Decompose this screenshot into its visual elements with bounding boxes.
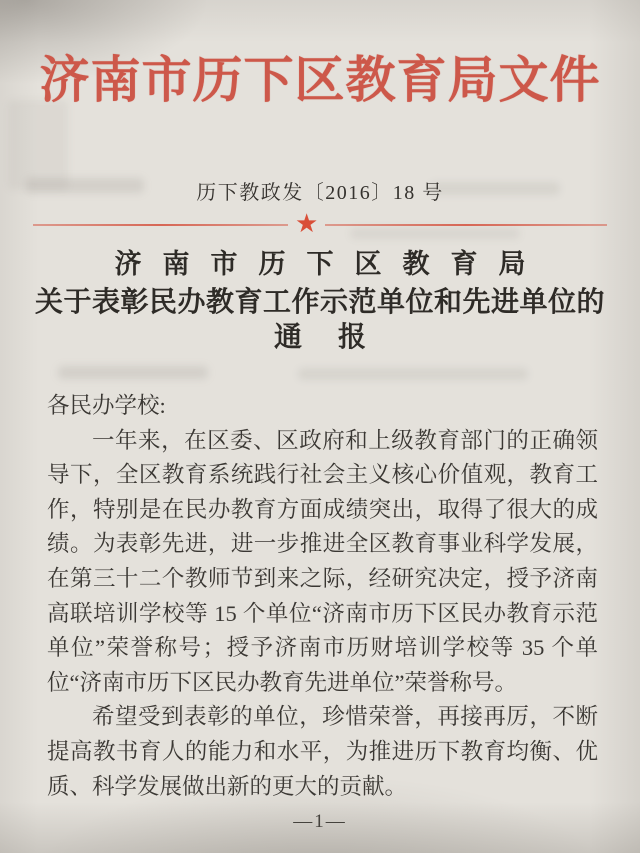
body-paragraph-2: 希望受到表彰的单位，珍惜荣誉，再接再厉，不断提高教书育人的能力和水平，为推进历下教育均衡、优质、科学发展做出新的更大的贡献。	[47, 704, 598, 799]
showthrough-smudge	[298, 368, 528, 380]
divider-line-right	[325, 224, 607, 226]
letterhead-divider	[33, 209, 607, 238]
showthrough-smudge	[58, 366, 208, 379]
page-number: —1—	[293, 811, 347, 832]
divider-line-left	[33, 224, 288, 226]
title-document-type: 通报	[273, 322, 402, 353]
document-number: 历下教政发〔2016〕18 号	[196, 182, 444, 204]
body-paragraph-1: 一年来，在区委、区政府和上级教育部门的正确领导下，全区教育系统践行社会主义核心价值观，教育工作，特别是在民办教育方面成绩突出，取得了很大的成绩。为表彰先进，进一步推进全区教育事业科学发展，在第三十二个教师节到来之际，经研究决定，授予济南高联培训学校等 15 个单位“济南市历下区民办教育示范单位”荣誉称号；授予济南市历财培训学校等 35 个单位“济南市历下区民办教育先进单位”荣誉称号。	[47, 427, 598, 695]
document-body	[47, 389, 598, 804]
title-issuing-organization: 济南市历下区教育局	[114, 249, 547, 279]
letterhead-title: 济南市历下区教育局文件	[39, 52, 601, 108]
star-icon: ★	[295, 209, 319, 238]
title-subject-line: 关于表彰民办教育工作示范单位和先进单位的	[34, 287, 605, 318]
salutation: 各民办学校:	[47, 393, 166, 418]
